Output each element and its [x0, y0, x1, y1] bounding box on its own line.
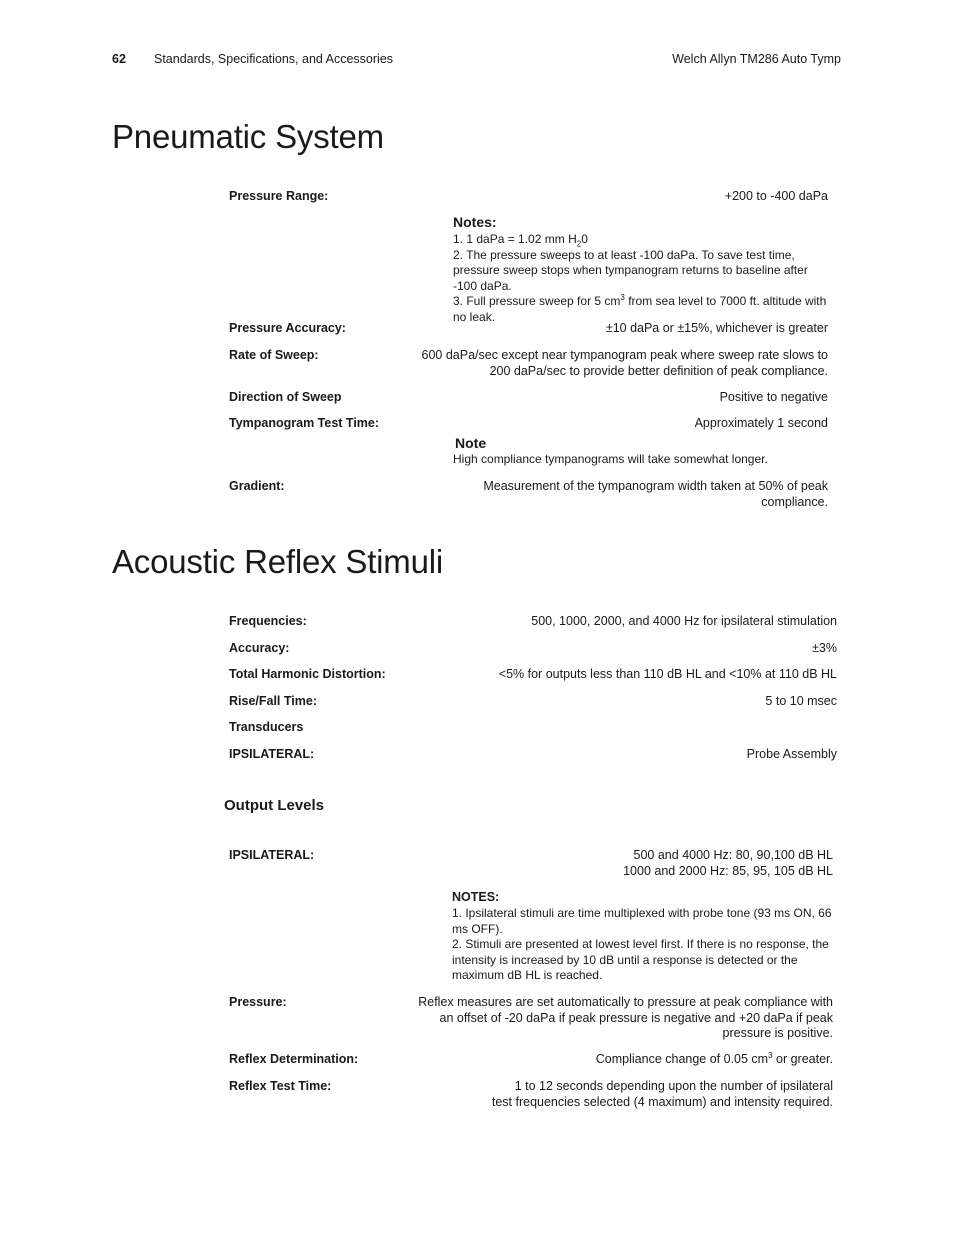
transducers-label: Transducers — [229, 720, 304, 734]
rise-fall-value: 5 to 10 msec — [765, 694, 837, 708]
test-time-note-heading: Note — [455, 435, 487, 451]
pneumatic-note-2: 2. The pressure sweeps to at least -100 daPa. To save test time, pressure sweep stops when tympanogram returns to baseline after -100 daPa. — [453, 247, 808, 293]
acoustic-note-1: 1. Ipsilateral stimuli are time multiplexed with probe tone (93 ms ON, 66 ms OFF). — [452, 906, 832, 936]
thd-label: Total Harmonic Distortion: — [229, 667, 386, 681]
gradient-label: Gradient: — [229, 479, 285, 493]
gradient-value: Measurement of the tympanogram width taken at 50% of peak compliance. — [483, 479, 828, 509]
pressure-value: Reflex measures are set automatically to pressure at peak compliance with an offset of -20 daPa if peak pressure is negative and +20 daPa if peak pressure is positive. — [418, 995, 833, 1040]
tympanogram-test-time-value: Approximately 1 second — [694, 416, 828, 430]
output-ipsilateral-label: IPSILATERAL: — [229, 848, 315, 862]
ipsilateral-value: Probe Assembly — [746, 747, 837, 761]
pressure-accuracy-label: Pressure Accuracy: — [229, 321, 346, 335]
direction-of-sweep-value: Positive to negative — [719, 390, 828, 404]
thd-value: <5% for outputs less than 110 dB HL and <10% at 110 dB HL — [498, 667, 837, 681]
acoustic-notes-body — [452, 906, 832, 984]
reflex-test-time-value: 1 to 12 seconds depending upon the number of ipsilateral test frequencies selected (4 maximum) and intensity required. — [491, 1079, 833, 1109]
output-ipsilateral-value: 500 and 4000 Hz: 80, 90,100 dB HL 1000 and 2000 Hz: 85, 95, 105 dB HL — [623, 848, 833, 878]
acoustic-note-2: 2. Stimuli are presented at lowest level first. If there is no response, the intensity is increased by 10 dB until a response is detected or the maximum dB HL is reached. — [452, 937, 829, 982]
pneumatic-notes-body — [453, 232, 833, 325]
product-name: Welch Allyn TM286 Auto Tymp — [672, 52, 841, 66]
section-title: Standards, Specifications, and Accessories — [154, 52, 394, 66]
test-time-note-text: High compliance tympanograms will take somewhat longer. — [453, 452, 768, 466]
accuracy-label: Accuracy: — [229, 641, 290, 655]
tympanogram-test-time-label: Tympanogram Test Time: — [229, 416, 380, 430]
acoustic-reflex-heading: Acoustic Reflex Stimuli — [112, 543, 444, 580]
pressure-label: Pressure: — [229, 995, 287, 1009]
accuracy-value: ±3% — [812, 641, 837, 655]
pressure-range-value: +200 to -400 daPa — [724, 189, 828, 203]
acoustic-notes-heading: NOTES: — [452, 890, 500, 904]
frequencies-label: Frequencies: — [229, 614, 307, 628]
rise-fall-label: Rise/Fall Time: — [229, 694, 317, 708]
pneumatic-system-heading: Pneumatic System — [112, 118, 384, 155]
frequencies-value: 500, 1000, 2000, and 4000 Hz for ipsilateral stimulation — [531, 614, 837, 628]
rate-of-sweep-value: 600 daPa/sec except near tympanogram peak where sweep rate slows to 200 daPa/sec to provide better definition of peak compliance. — [421, 348, 828, 378]
reflex-test-time-label: Reflex Test Time: — [229, 1079, 332, 1093]
ipsilateral-label: IPSILATERAL: — [229, 747, 315, 761]
pressure-accuracy-value: ±10 daPa or ±15%, whichever is greater — [605, 321, 828, 335]
pneumatic-notes-heading: Notes: — [453, 214, 497, 230]
output-levels-heading: Output Levels — [224, 797, 325, 814]
reflex-determination-value: Compliance change of 0.05 $cm^3$ or greater. — [595, 1050, 833, 1066]
pneumatic-note-1: 1. 1 daPa = 1.02 mm $H_20$ — [453, 232, 588, 249]
rate-of-sweep-label: Rate of Sweep: — [229, 348, 319, 362]
pneumatic-note-3: 3. Full pressure sweep for 5 $cm^3$ from sea level to 7000 ft. altitude with no leak. — [453, 293, 827, 324]
reflex-determination-label: Reflex Determination: — [229, 1052, 359, 1066]
direction-of-sweep-label: Direction of Sweep — [229, 390, 342, 404]
pressure-range-label: Pressure Range: — [229, 189, 329, 203]
page-number: 62 — [112, 52, 126, 66]
